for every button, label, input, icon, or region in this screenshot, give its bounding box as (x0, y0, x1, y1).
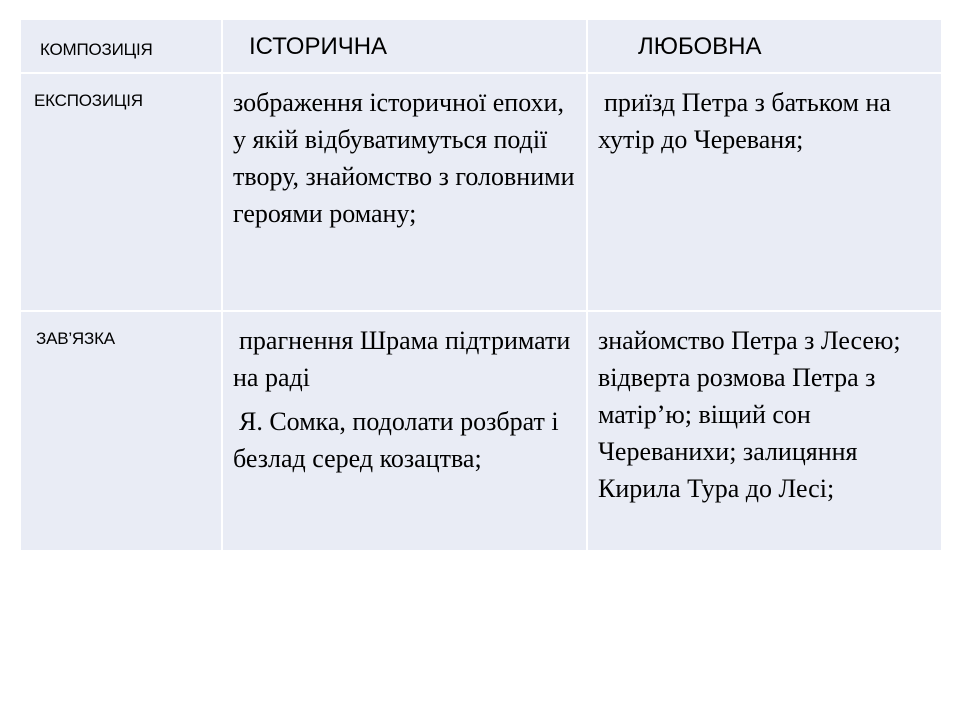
historical-text: зображення історичної епохи, у якій відбуватимуться події твору, знайомство з головними героями роману; (233, 88, 575, 228)
header-label: КОМПОЗИЦІЯ (40, 40, 153, 59)
column-heading-love: ЛЮБОВНА (638, 33, 762, 60)
table-row (20, 311, 942, 551)
header-love-cell (587, 19, 942, 73)
row-label-cell (20, 311, 222, 551)
love-cell (587, 73, 942, 311)
historical-cell (222, 311, 587, 551)
table-header-row (20, 19, 942, 73)
composition-table (19, 18, 943, 552)
column-heading-historical: ІСТОРИЧНА (249, 33, 388, 60)
love-cell (587, 311, 942, 551)
row-label-exposition: ЕКСПОЗИЦІЯ (34, 91, 143, 110)
header-historical-cell (222, 19, 587, 73)
row-label-cell (20, 73, 222, 311)
love-text: знайомство Петра з Лесею; відверта розмова Петра з матір’ю; віщий сон Череванихи; залицяння Кирила Тура до Лесі; (598, 326, 901, 503)
love-text: приїзд Петра з батьком на хутір до Череваня; (598, 88, 891, 154)
historical-text: Я. Сомка, подолати розбрат і безлад серед козацтва; (233, 407, 559, 473)
row-label-inciting: ЗАВ’ЯЗКА (36, 329, 115, 348)
historical-text: прагнення Шрама підтримати на раді (233, 326, 571, 392)
table-row (20, 73, 942, 311)
header-label-cell (20, 19, 222, 73)
historical-cell (222, 73, 587, 311)
